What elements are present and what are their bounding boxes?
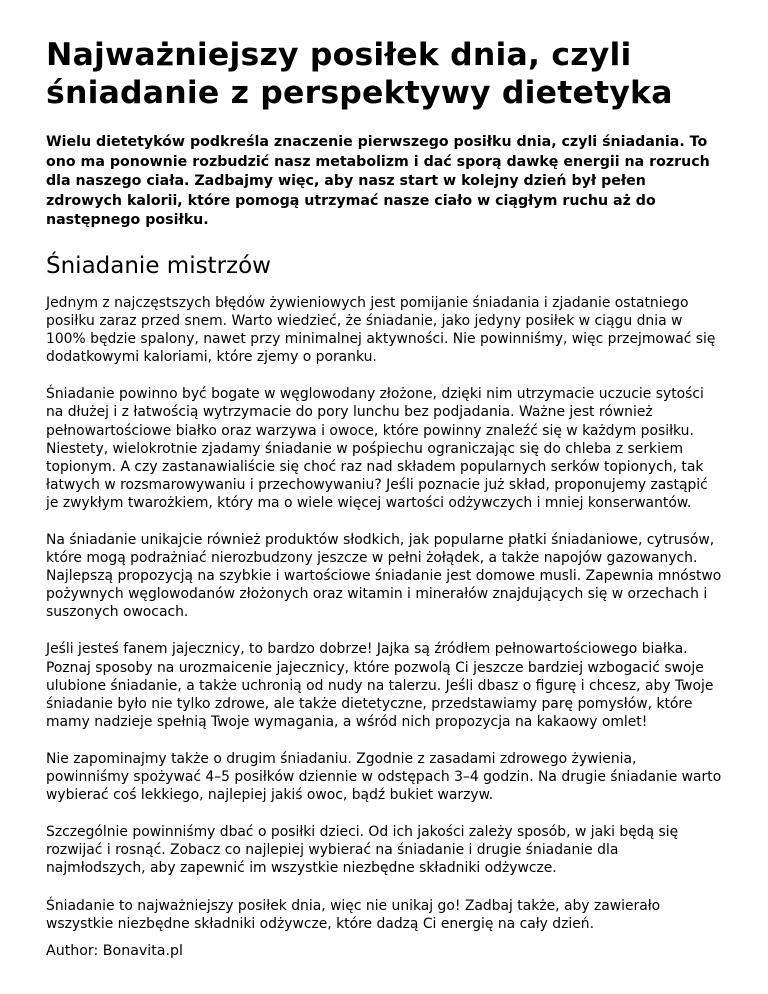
paragraph-3: Na śniadanie unikajcie również produktów słodkich, jak popularne płatki śniadaniowe, cytrusów, które mogą podrażniać nierozbudzony jeszcze w pełni żołądek, a także napojów gazowanych. Najlepszą propozycją na szybkie i wartościowe śniadanie jest domowe musli. Zapewnia mnóstwo pożywnych węglowodanów złożonych oraz witamin i minerałów znajdujących się w orzechach i suszonych owocach. [46,532,722,621]
paragraph-5: Nie zapominajmy także o drugim śniadaniu. Zgodnie z zasadami zdrowego żywienia, powinniśmy spożywać 4–5 posiłków dziennie w odstępach 3–4 godzin. Na drugie śniadanie warto wybierać coś lekkiego, najlepiej jakiś owoc, bądź bukiet warzyw. [46,750,722,804]
paragraph-7: Śniadanie to najważniejszy posiłek dnia, więc nie unikaj go! Zadbaj także, aby zawierało wszystkie niezbędne składniki odżywcze, które dadzą Ci energię na cały dzień. [46,897,661,932]
section-heading: Śniadanie mistrzów [46,252,271,279]
author-credit: Author: Bonavita.pl [46,943,183,959]
article-title: Najważniejszy posiłek dnia, czyli śniadanie z perspektywy dietetyka [46,37,673,111]
paragraph-4: Jeśli jesteś fanem jajecznicy, to bardzo dobrze! Jajka są źródłem pełnowartościowego białka. Poznaj sposoby na urozmaicenie jajecznicy, które pozwolą Ci jeszcze bardziej wzbogacić swoje ulubione śniadanie, a także uchronią od nudy na talerzu. Jeśli dbasz o figurę i chcesz, aby Twoje śniadanie było nie tylko zdrowe, ale także dietetyczne, przedstawiamy parę pomysłów, które mamy nadzieje spełnią Twoje wymagania, a wśród nich propozycja na kakaowy omlet! [46,641,714,730]
paragraph-6: Szczególnie powinniśmy dbać o posiłki dzieci. Od ich jakości zależy sposób, w jaki będą się rozwijać i rosnąć. Zobacz co najlepiej wybierać na śniadanie i drugie śniadanie dla najmłodszych, aby zapewnić im wszystkie niezbędne składniki odżywcze. [46,824,679,877]
article-lead: Wielu dietetyków podkreśla znaczenie pierwszego posiłku dnia, czyli śniadania. To ono ma ponownie rozbudzić nasz metabolizm i dać sporą dawkę energii na rozruch dla naszego ciała. Zadbajmy więc, aby nasz start w kolejny dzień był pełen zdrowych kalorii, które pomogą utrzymać nasze ciało w ciągłym ruchu aż do następnego posiłku. [46,134,710,229]
paragraph-1: Jednym z najczęstszych błędów żywieniowych jest pomijanie śniadania i zjadanie ostatniego posiłku zaraz przed snem. Warto wiedzieć, że śniadanie, jako jedyny posiłek w ciągu dnia w 100% będzie spalony, nawet przy minimalnej aktywności. Nie powinniśmy, więc przejmować się dodatkowymi kaloriami, które zjemy o poranku. [46,294,716,366]
paragraph-2: Śniadanie powinno być bogate w węglowodany złożone, dzięki nim utrzymacie uczucie sytości na dłużej i z łatwością wytrzymacie do pory lunchu bez podjadania. Ważne jest również pełnowartościowe białko oraz warzywa i owoce, które powinny znaleźć się w każdym posiłku. Niestety, wielokrotnie zjadamy śniadanie w pośpiechu ograniczając się do chleba z serkiem topionym. A czy zastanawialiście się choć raz nad składem popularnych serków topionych, tak łatwych w rozsmarowywaniu i przechowywaniu? Jeśli poznacie już skład, proponujemy zastąpić je zwykłym twarożkiem, który ma o wiele więcej wartości odżywczych i mniej konserwantów. [46,386,708,511]
